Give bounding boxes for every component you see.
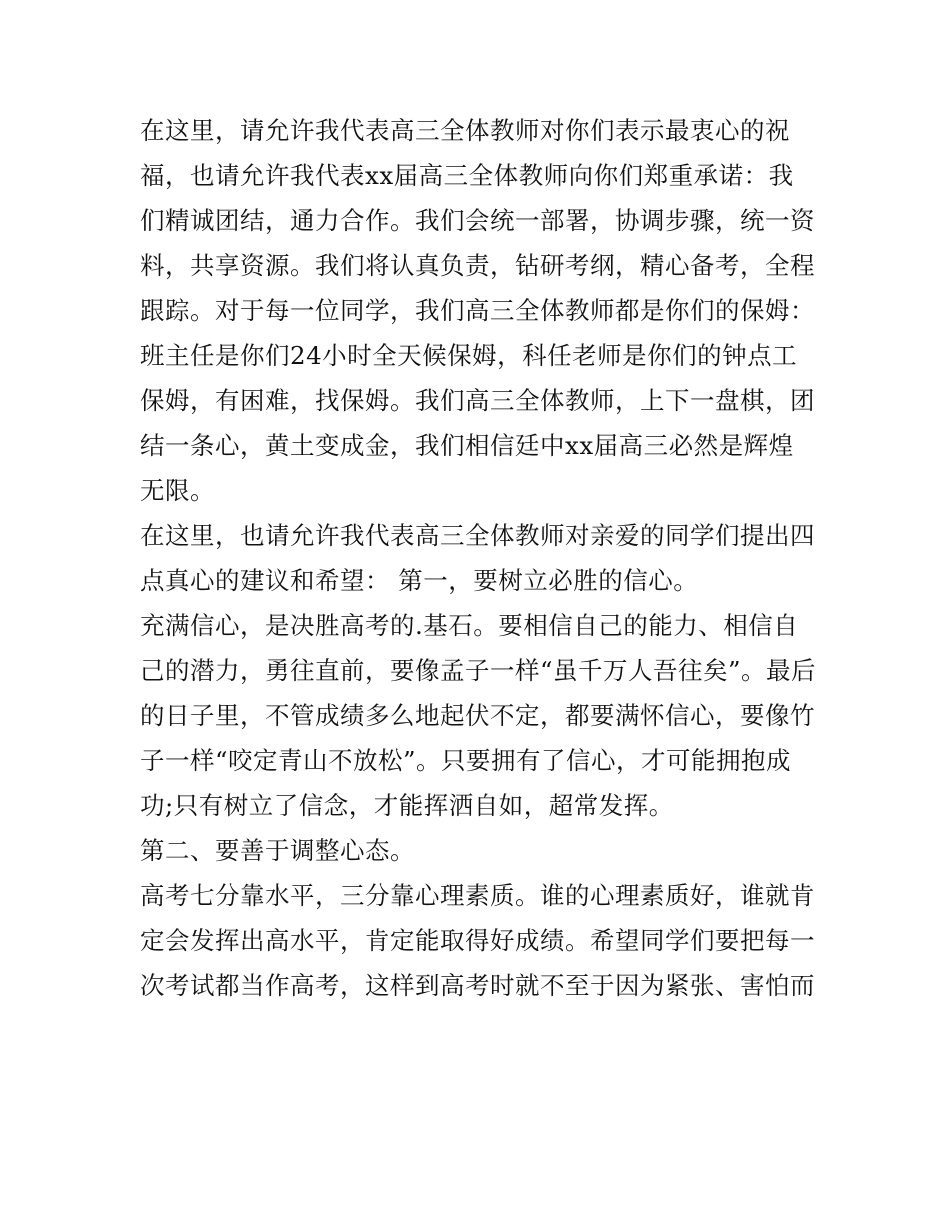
text-line: 在这里，也请允许我代表高三全体教师对亲爱的同学们提出四 xyxy=(140,521,815,550)
text-line: 充满信心，是决胜高考的.基石。要相信自己的能力、相信自 xyxy=(140,611,799,640)
text-line: 料，共享资源。我们将认真负责，钻研考纲，精心备考，全程 xyxy=(140,251,815,280)
text-line: 高考七分靠水平，三分靠心理素质。谁的心理素质好，谁就肯 xyxy=(140,881,815,910)
text-line: 无限。 xyxy=(140,476,215,505)
text-line: 第二、要善于调整心态。 xyxy=(140,836,415,865)
text-line: 在这里，请允许我代表高三全体教师对你们表示最衷心的祝 xyxy=(140,116,790,145)
text-line: 跟踪。对于每一位同学，我们高三全体教师都是你们的保姆： xyxy=(140,296,815,325)
text-line: 次考试都当作高考，这样到高考时就不至于因为紧张、害怕而 xyxy=(140,971,815,1000)
text-line: 结一条心，黄土变成金，我们相信廷中xx届高三必然是辉煌 xyxy=(140,431,794,460)
document-body xyxy=(140,108,820,1008)
text-line: 己的潜力，勇往直前，要像孟子一样“虽千万人吾往矣”。最后 xyxy=(140,656,817,685)
text-line: 们精诚团结，通力合作。我们会统一部署，协调步骤，统一资 xyxy=(140,206,815,235)
text-line: 班主任是你们24小时全天候保姆，科任老师是你们的钟点工 xyxy=(140,341,798,370)
text-line: 定会发挥出高水平，肯定能取得好成绩。希望同学们要把每一 xyxy=(140,926,815,955)
text-line: 的日子里，不管成绩多么地起伏不定，都要满怀信心，要像竹 xyxy=(140,701,815,730)
text-line: 保姆，有困难，找保姆。我们高三全体教师，上下一盘棋，团 xyxy=(140,386,815,415)
text-line: 点真心的建议和希望： 第一，要树立必胜的信心。 xyxy=(140,566,699,595)
text-line: 福，也请允许我代表xx届高三全体教师向你们郑重承诺：我 xyxy=(140,161,794,190)
text-line: 功;只有树立了信念，才能挥洒自如，超常发挥。 xyxy=(140,791,674,820)
text-line: 子一样“咬定青山不放松”。只要拥有了信心，才可能拥抱成 xyxy=(140,746,792,775)
